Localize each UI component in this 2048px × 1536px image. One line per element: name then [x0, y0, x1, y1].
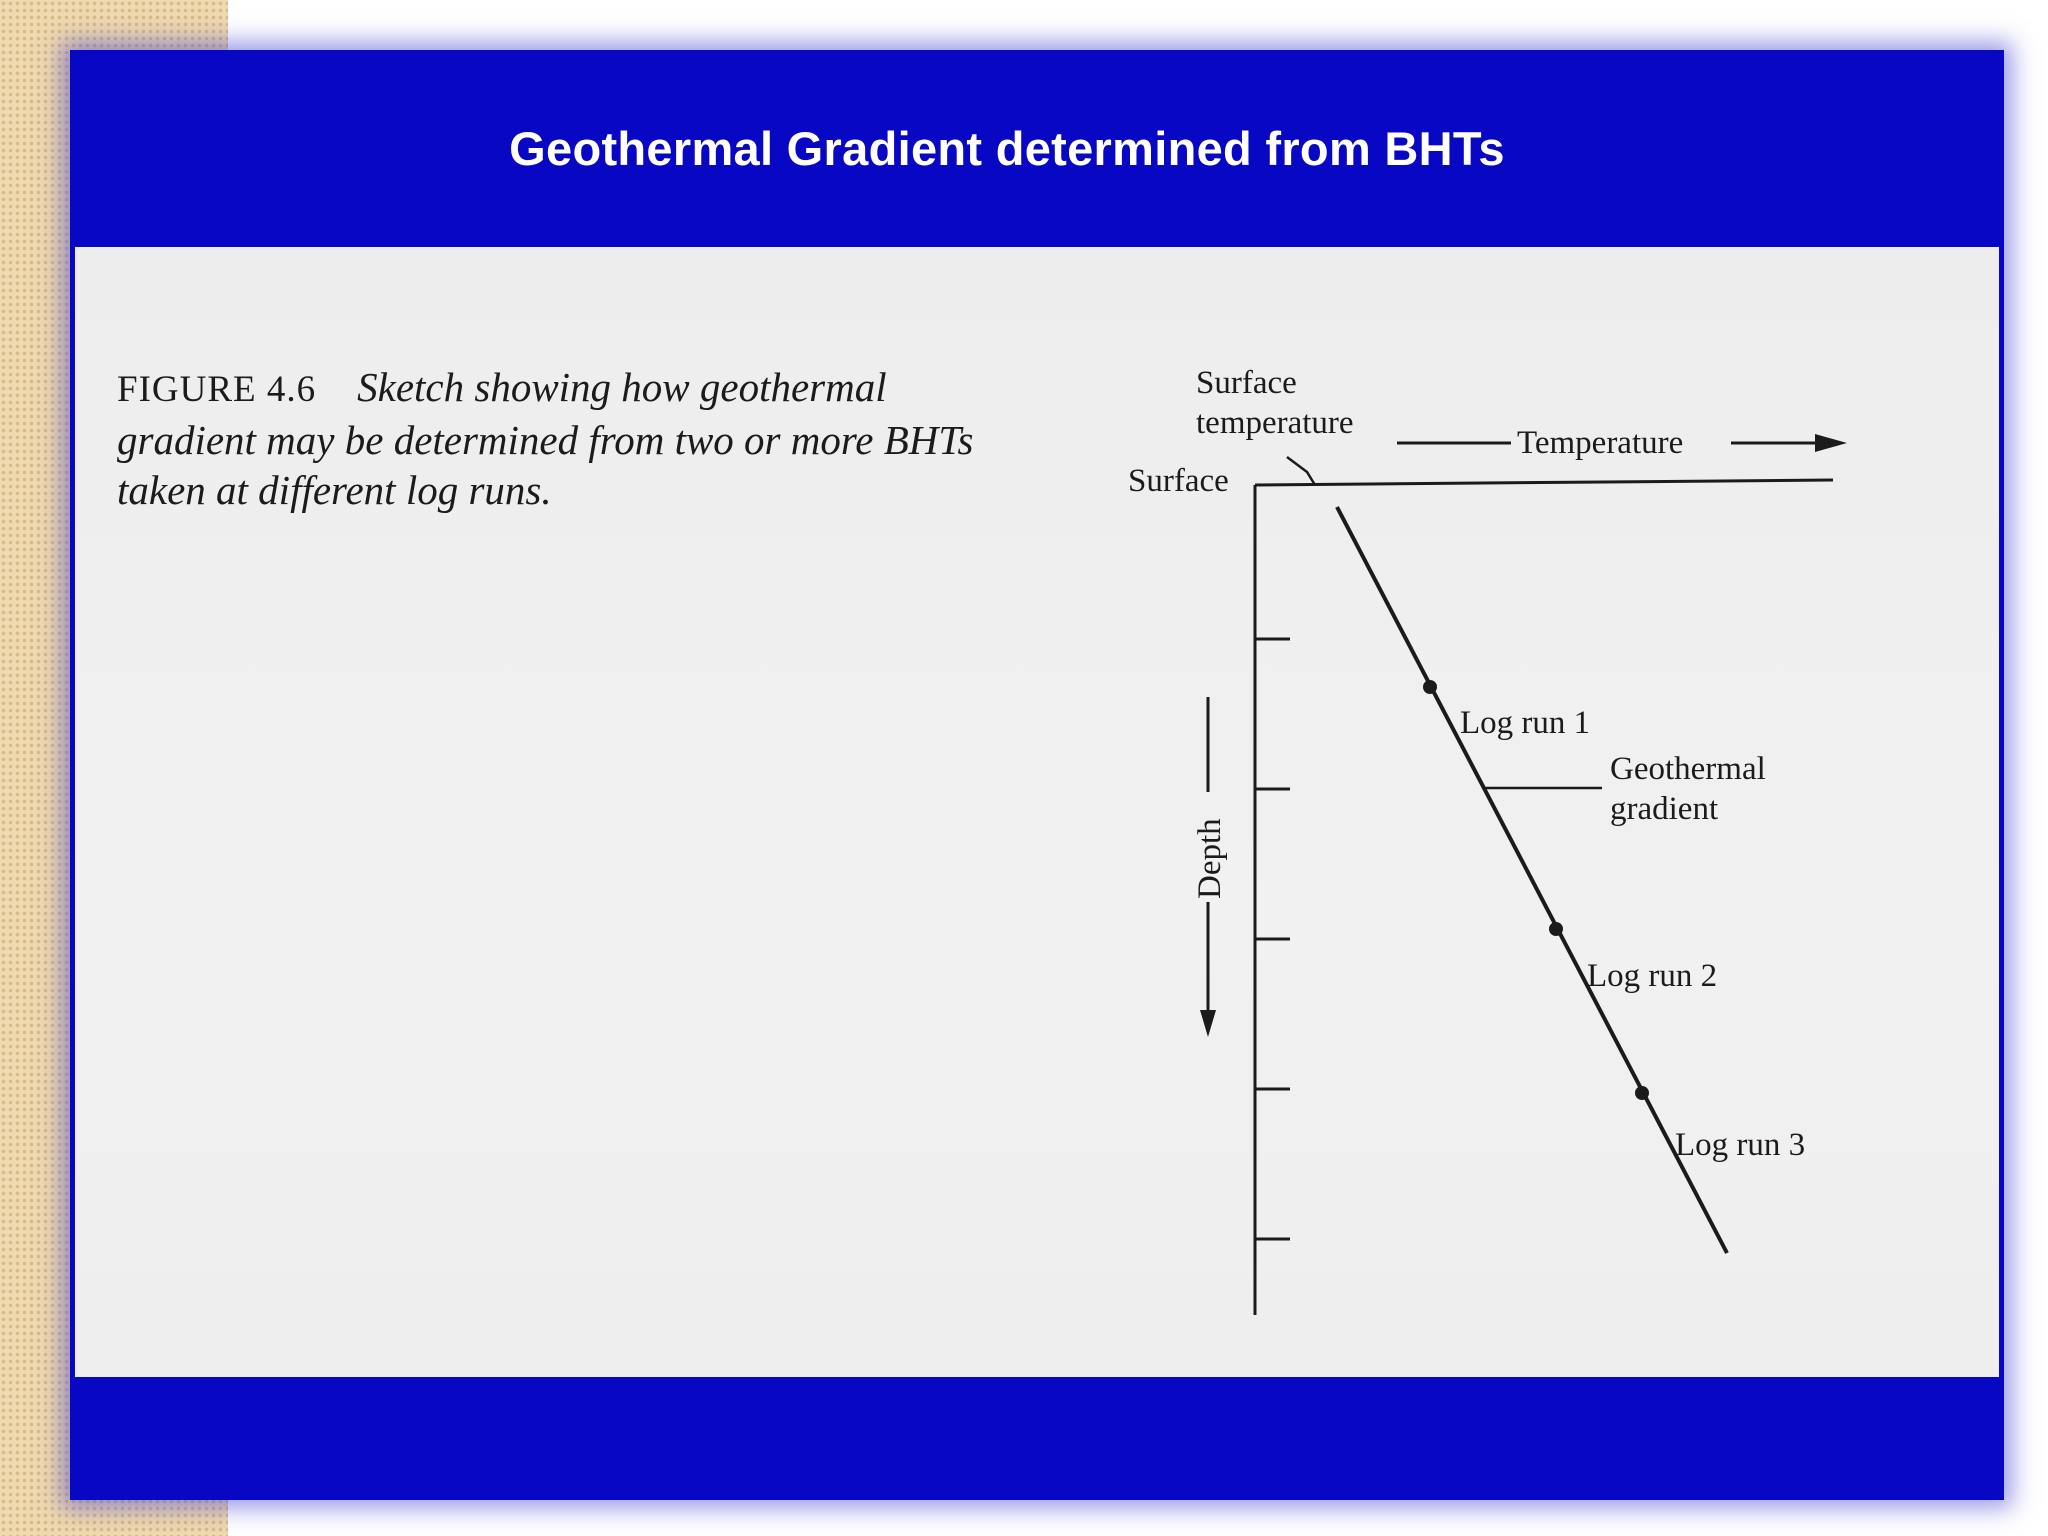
slide: [70, 50, 2004, 1500]
depth-axis-label: Depth: [1192, 818, 1228, 899]
geothermal-gradient-line: [1337, 507, 1727, 1253]
figure-area: [75, 247, 1999, 1377]
surface-temperature-leader: [1287, 457, 1315, 485]
figure-caption-text: Sketch showing how geothermal gradient may be determined from two or more BHTs taken at different log runs.: [117, 364, 974, 513]
slide-title: Geothermal Gradient determined from BHTs: [509, 121, 1505, 175]
log-run-1-point: [1423, 680, 1437, 694]
depth-arrowhead: [1200, 1010, 1216, 1037]
figure-number: FIGURE 4.6: [117, 369, 317, 410]
log-run-3-point: [1635, 1086, 1649, 1100]
log-run-1-label: Log run 1: [1460, 705, 1591, 741]
surface-line: [1255, 480, 1833, 485]
temperature-arrowhead: [1815, 434, 1847, 452]
log-run-3-label: Log run 3: [1675, 1127, 1806, 1163]
geothermal-gradient-label-line2: gradient: [1610, 791, 1719, 827]
log-run-2-label: Log run 2: [1587, 958, 1718, 994]
geothermal-gradient-label-line1: Geothermal: [1610, 751, 1766, 787]
surface-temperature-label-line1: Surface: [1196, 365, 1297, 401]
surface-label: Surface: [1128, 463, 1229, 499]
temperature-axis-label: Temperature: [1517, 425, 1684, 461]
geothermal-sketch: [75, 247, 1999, 1377]
surface-temperature-label-line2: temperature: [1196, 405, 1354, 441]
log-run-2-point: [1549, 922, 1563, 936]
